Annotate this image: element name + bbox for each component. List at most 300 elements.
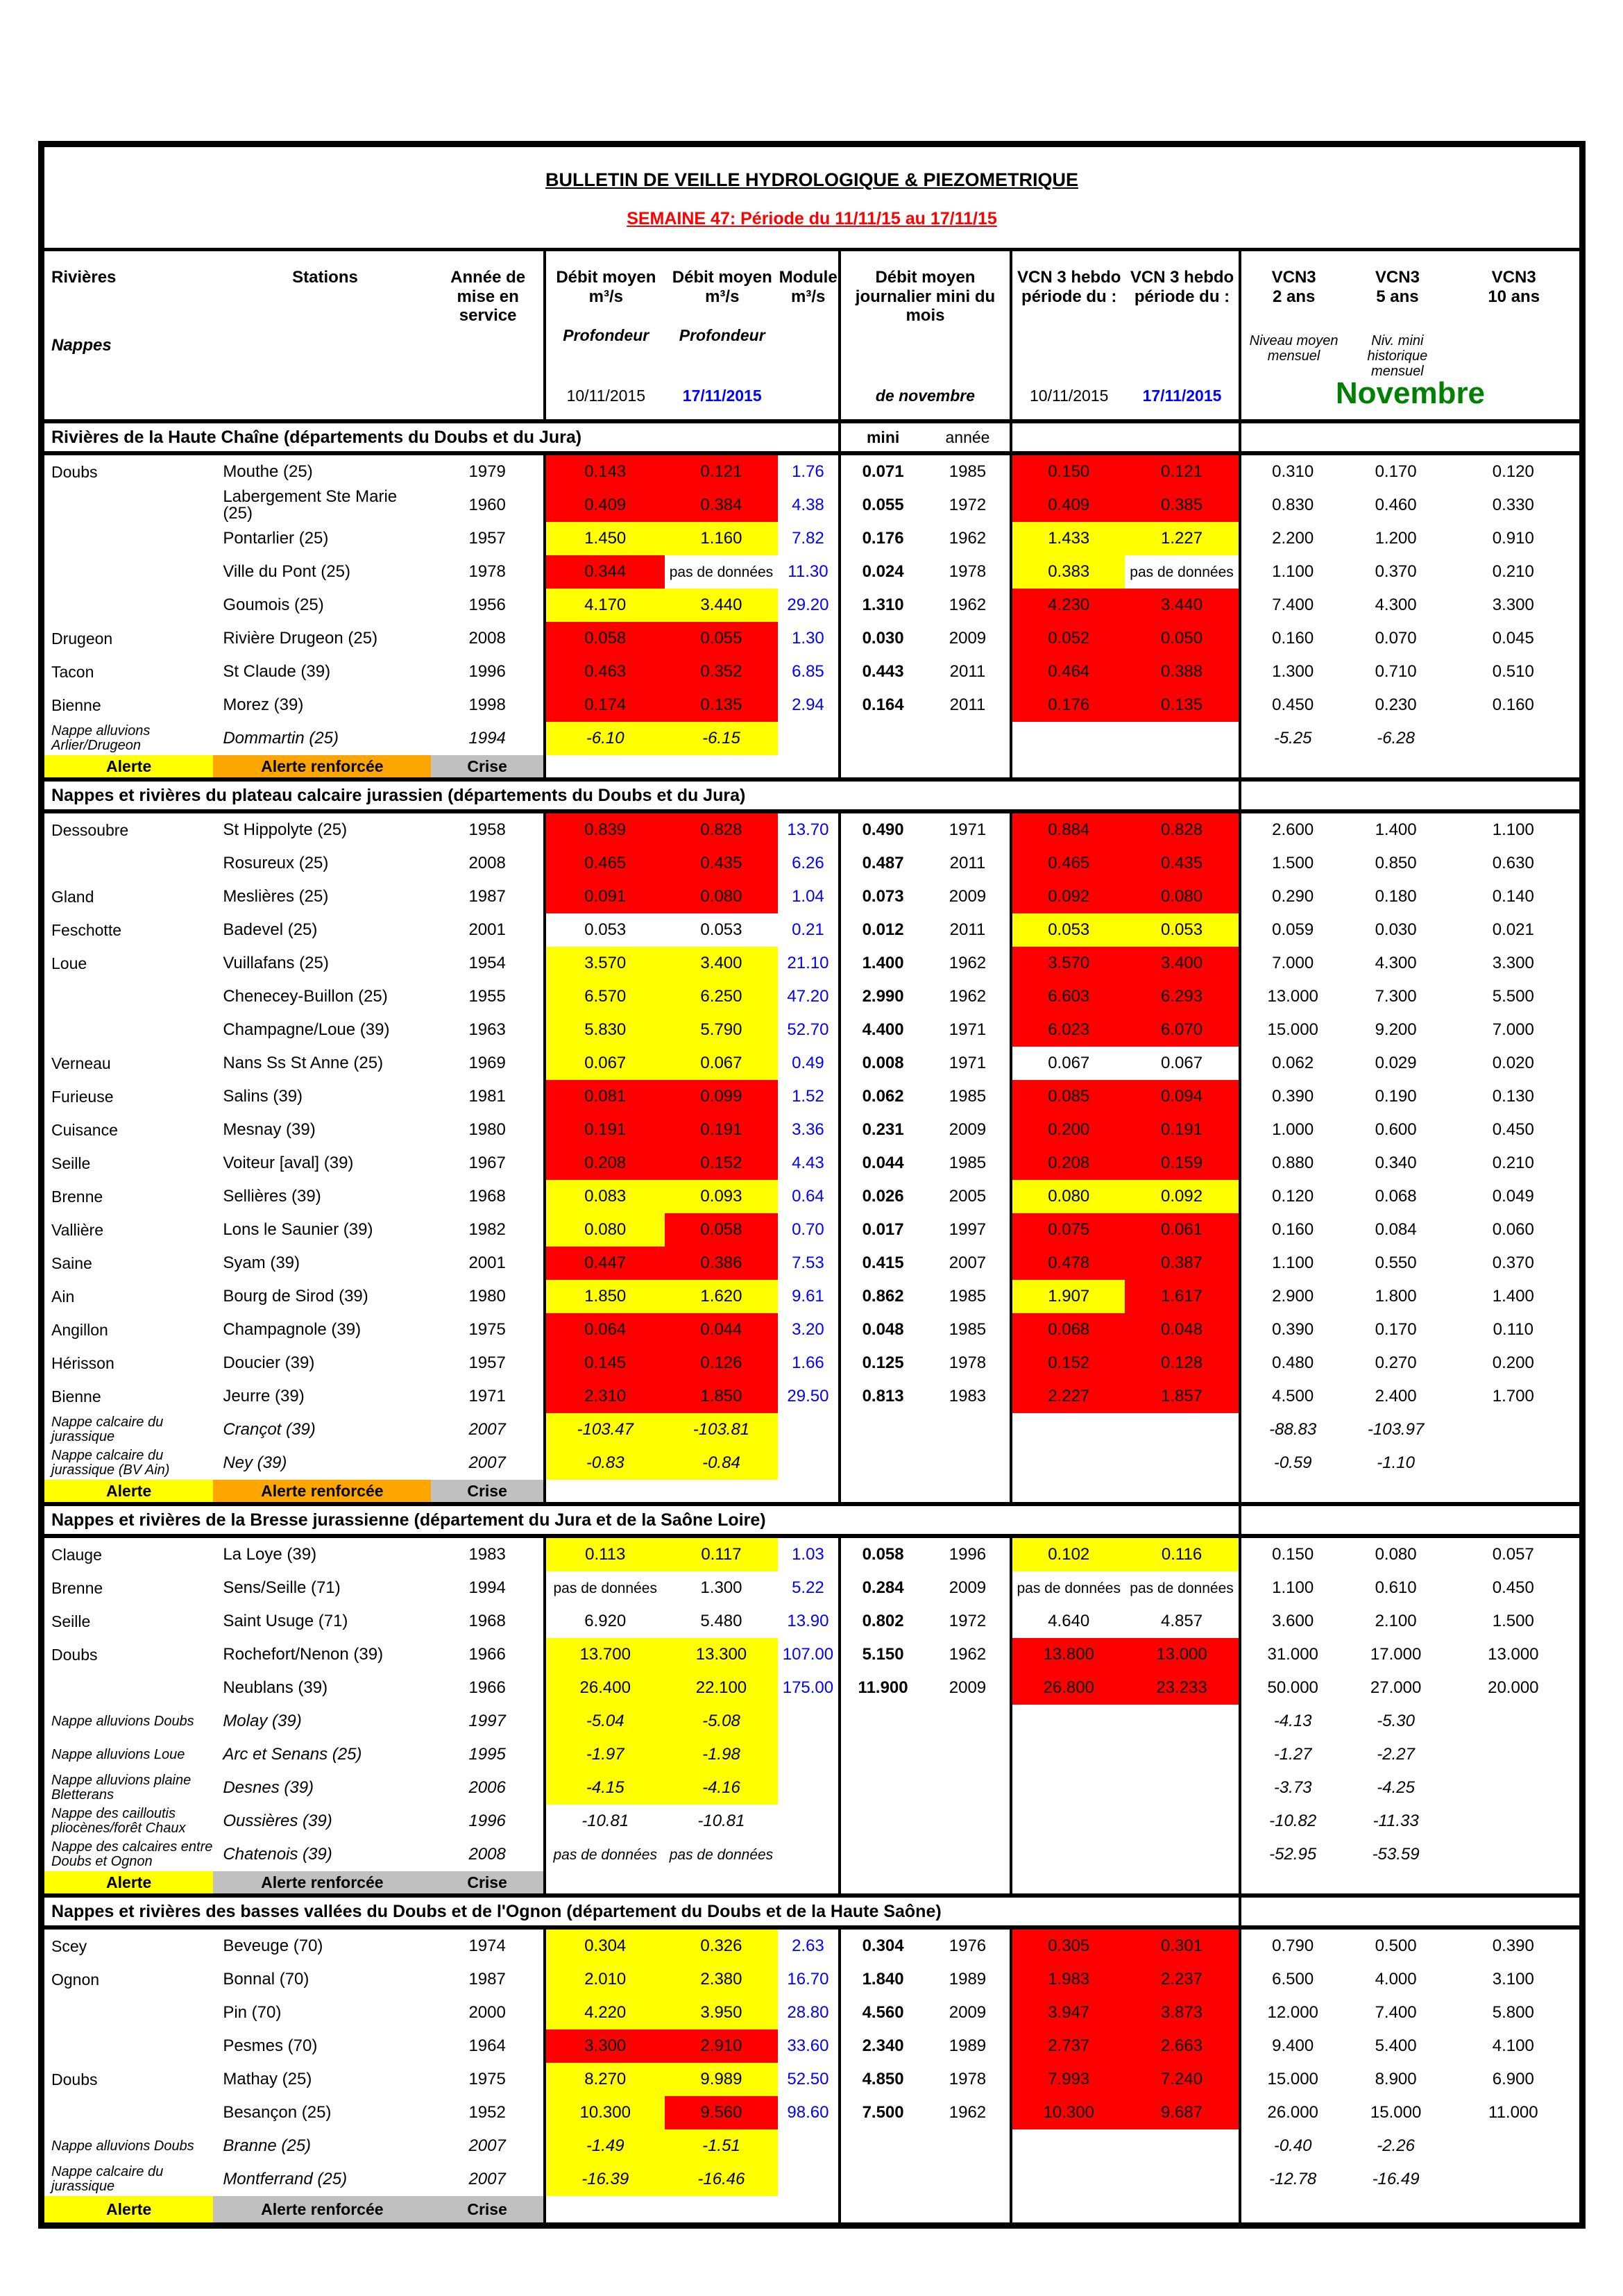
- cell-vcn3-2ans: 1.000: [1239, 1113, 1345, 1147]
- cell-debit-prev: 0.113: [543, 1538, 665, 1571]
- cell-vcn3-10ans: [1447, 2163, 1579, 2196]
- section-title-text: Rivières de la Haute Chaîne (départements du Doubs et du Jura): [51, 427, 582, 447]
- cell-mini-mois: 0.490: [838, 813, 926, 847]
- cell-vcn3-5ans: 4.300: [1375, 596, 1417, 614]
- legend-crise: Crise: [431, 1871, 543, 1893]
- cell-vcn3-10ans: 13.000: [1488, 1645, 1539, 1664]
- cell-vcn3-5ans: 1.800: [1375, 1287, 1417, 1306]
- cell-debit-prev: 1.450: [543, 522, 665, 555]
- cell-vcn-hebdo-curr: 0.121: [1125, 455, 1239, 489]
- cell-vcn3-5ans: 4.300: [1375, 954, 1417, 972]
- vcn-date-prev: 10/11/2015: [1030, 387, 1109, 405]
- cell-debit-prev: -0.83: [543, 1446, 665, 1480]
- cell-station: Beveuge (70): [223, 1936, 323, 1955]
- cell-vcn3-2ans: 4.500: [1239, 1380, 1345, 1413]
- cell-riviere: Vallière: [51, 1220, 103, 1239]
- cell-vcn3-10ans: [1447, 722, 1579, 755]
- cell-vcn-hebdo-curr: [1125, 1805, 1239, 1838]
- cell-vcn3-2ans: 0.120: [1239, 1180, 1345, 1213]
- cell-mini-annee: [926, 2129, 1010, 2163]
- cell-vcn3-5ans: 9.200: [1375, 1020, 1417, 1039]
- cell-debit-prev: 0.091: [543, 880, 665, 913]
- cell-mini-mois: 0.487: [838, 847, 926, 880]
- cell-mini-mois: 1.400: [838, 947, 926, 980]
- cell-vcn3-2ans: -1.27: [1239, 1738, 1345, 1771]
- cell-riviere: [44, 522, 213, 555]
- spacer-cell: [1239, 782, 1579, 809]
- cell-vcn-hebdo-curr: 0.116: [1125, 1538, 1239, 1571]
- cell-module: 2.94: [792, 695, 824, 714]
- cell-debit-prev: 1.850: [543, 1280, 665, 1313]
- cell-vcn3-5ans: 17.000: [1370, 1645, 1422, 1664]
- cell-module: 1.04: [792, 887, 824, 906]
- cell-vcn3-2ans: 0.390: [1239, 1080, 1345, 1113]
- cell-vcn3-2ans: -0.40: [1239, 2129, 1345, 2163]
- cell-mini-mois: [838, 1705, 926, 1738]
- cell-vcn3-10ans: 1.100: [1492, 820, 1534, 839]
- title-block: [44, 147, 1579, 251]
- cell-mini-mois: 1.310: [838, 589, 926, 622]
- cell-mini-mois: 0.802: [838, 1605, 926, 1638]
- cell-vcn3-5ans: -11.33: [1373, 1812, 1419, 1830]
- cell-riviere: Ain: [51, 1287, 75, 1306]
- spacer-cell: [1239, 2196, 1579, 2222]
- cell-debit-curr: -1.51: [665, 2129, 779, 2163]
- cell-vcn-hebdo-curr: [1125, 2163, 1239, 2196]
- legend-renforcee: Alerte renforcée: [213, 2196, 431, 2222]
- cell-mini-mois: 5.150: [838, 1638, 926, 1671]
- cell-vcn3-10ans: [1447, 1413, 1579, 1446]
- cell-annee-service: 2001: [468, 920, 506, 939]
- table-row: [44, 1771, 1579, 1805]
- cell-module: 13.70: [787, 820, 829, 839]
- cell-mini-annee: 2011: [949, 854, 986, 872]
- cell-debit-prev: 0.208: [543, 1147, 665, 1180]
- cell-module: [778, 1413, 838, 1446]
- cell-vcn3-5ans: -4.25: [1377, 1778, 1415, 1797]
- cell-mini-mois: 0.017: [838, 1213, 926, 1247]
- cell-station: Crançot (39): [223, 1420, 316, 1439]
- cell-annee-service: 1964: [468, 2036, 506, 2055]
- cell-debit-prev: 2.010: [543, 1963, 665, 1996]
- cell-mini-annee: 2011: [949, 920, 986, 939]
- cell-vcn-hebdo-prev: 6.023: [1010, 1013, 1125, 1047]
- cell-debit-prev: 6.920: [543, 1605, 665, 1638]
- cell-mini-mois: 7.500: [838, 2096, 926, 2129]
- cell-mini-annee: 2009: [949, 2003, 987, 2022]
- cell-vcn-hebdo-prev: 4.230: [1010, 589, 1125, 622]
- cell-riviere: Saine: [51, 1253, 92, 1272]
- cell-module: 29.20: [787, 596, 829, 614]
- col-header-vcn3-5ans: VCN3 5 ans: [1375, 268, 1420, 306]
- cell-vcn3-10ans: 6.900: [1492, 2070, 1534, 2088]
- cell-module: [778, 722, 838, 755]
- cell-debit-curr: 0.326: [665, 1930, 779, 1963]
- cell-vcn3-5ans: 0.170: [1375, 462, 1417, 481]
- cell-vcn-hebdo-prev: [1010, 1738, 1125, 1771]
- cell-vcn-hebdo-prev: 1.983: [1010, 1963, 1125, 1996]
- cell-vcn-hebdo-prev: [1010, 1771, 1125, 1805]
- cell-vcn3-5ans: 1.200: [1375, 529, 1417, 548]
- cell-module: 3.20: [792, 1320, 824, 1339]
- spacer-cell: [1010, 2196, 1239, 2222]
- cell-vcn-hebdo-prev: 0.150: [1010, 455, 1125, 489]
- table-row: [44, 1838, 1579, 1871]
- cell-debit-curr: -10.81: [665, 1805, 779, 1838]
- cell-riviere: [44, 1671, 213, 1705]
- cell-vcn3-10ans: 0.390: [1492, 1936, 1534, 1955]
- cell-debit-curr: 6.250: [665, 980, 779, 1013]
- table-row: [44, 1996, 1579, 2029]
- cell-annee-service: 1982: [468, 1220, 506, 1239]
- cell-vcn-hebdo-curr: 0.080: [1125, 880, 1239, 913]
- table-row: [44, 1963, 1579, 1996]
- cell-annee-service: 1968: [468, 1612, 506, 1630]
- cell-vcn3-10ans: 0.450: [1492, 1120, 1534, 1139]
- cell-vcn-hebdo-curr: [1125, 1738, 1239, 1771]
- cell-vcn3-10ans: 0.210: [1492, 1154, 1534, 1172]
- cell-debit-prev: 2.310: [543, 1380, 665, 1413]
- cell-station: Lons le Saunier (39): [223, 1220, 373, 1239]
- cell-module: [778, 1705, 838, 1738]
- cell-station: Sellières (39): [223, 1187, 321, 1206]
- cell-annee-service: 1952: [468, 2103, 506, 2122]
- cell-vcn3-5ans: 0.340: [1375, 1154, 1417, 1172]
- annee-subheader: année: [945, 428, 990, 446]
- cell-debit-prev: 0.447: [543, 1247, 665, 1280]
- cell-mini-mois: 2.990: [838, 980, 926, 1013]
- cell-vcn3-10ans: 0.330: [1492, 496, 1534, 514]
- cell-vcn-hebdo-prev: 1.907: [1010, 1280, 1125, 1313]
- cell-vcn3-5ans: -103.97: [1367, 1420, 1425, 1439]
- cell-module: 0.49: [792, 1054, 824, 1072]
- cell-station: Montferrand (25): [223, 2170, 348, 2188]
- cell-mini-annee: 1989: [949, 1970, 987, 1989]
- cell-riviere: Nappe calcaire du jurassique: [51, 2164, 164, 2194]
- cell-station: Ville du Pont (25): [223, 562, 350, 581]
- cell-module: [778, 1805, 838, 1838]
- col-header-mini-mois: Débit moyen journalier mini du mois: [855, 268, 996, 326]
- cell-vcn3-5ans: 0.600: [1375, 1120, 1417, 1139]
- cell-module: 4.43: [792, 1154, 824, 1172]
- cell-vcn3-10ans: 11.000: [1488, 2103, 1538, 2122]
- cell-vcn3-5ans: 0.170: [1375, 1320, 1417, 1339]
- profondeur-label-curr: Profondeur: [679, 326, 765, 344]
- table-row: [44, 555, 1579, 589]
- cell-vcn-hebdo-curr: 13.000: [1125, 1638, 1239, 1671]
- table-row: [44, 1080, 1579, 1113]
- cell-mini-annee: 1962: [949, 954, 987, 972]
- cell-vcn3-2ans: 1.100: [1239, 1571, 1345, 1605]
- cell-mini-annee: 1976: [949, 1936, 987, 1955]
- spacer-cell: [1239, 1898, 1579, 1925]
- cell-debit-prev: -4.15: [543, 1771, 665, 1805]
- spacer-cell: [1239, 1480, 1579, 1502]
- cell-station: St Hippolyte (25): [223, 820, 348, 839]
- col-header-rivieres: Rivières: [51, 268, 117, 287]
- legend-crise: Crise: [431, 1480, 543, 1502]
- week-subtitle: SEMAINE 47: Période du 11/11/15 au 17/11/15: [627, 209, 997, 228]
- cell-vcn-hebdo-prev: 0.208: [1010, 1147, 1125, 1180]
- cell-debit-prev: 0.053: [543, 913, 665, 947]
- cell-vcn-hebdo-curr: 0.828: [1125, 813, 1239, 847]
- spacer-cell: [838, 1871, 1010, 1893]
- cell-riviere: Bienne: [51, 1387, 101, 1406]
- cell-vcn3-5ans: -2.27: [1377, 1745, 1415, 1764]
- cell-module: [778, 1771, 838, 1805]
- table-row: [44, 1446, 1579, 1480]
- cell-vcn-hebdo-curr: 0.191: [1125, 1113, 1239, 1147]
- cell-riviere: Loue: [51, 954, 87, 972]
- cell-mini-mois: 4.400: [838, 1013, 926, 1047]
- cell-vcn3-10ans: 0.210: [1492, 562, 1534, 581]
- table-row: [44, 1930, 1579, 1963]
- cell-mini-mois: [838, 2163, 926, 2196]
- cell-vcn3-10ans: 0.140: [1492, 887, 1534, 906]
- cell-riviere: Drugeon: [51, 629, 113, 648]
- cell-vcn3-10ans: 0.020: [1492, 1054, 1534, 1072]
- cell-vcn-hebdo-prev: 0.305: [1010, 1930, 1125, 1963]
- cell-debit-prev: 0.465: [543, 847, 665, 880]
- legend-alerte: Alerte: [44, 1871, 213, 1893]
- cell-vcn-hebdo-curr: 0.135: [1125, 689, 1239, 722]
- cell-vcn3-5ans: -2.26: [1377, 2136, 1415, 2155]
- cell-module: [778, 2129, 838, 2163]
- cell-vcn3-10ans: 0.450: [1492, 1578, 1534, 1597]
- table-body: [44, 423, 1579, 2222]
- cell-vcn-hebdo-curr: [1125, 2129, 1239, 2163]
- table-row: [44, 880, 1579, 913]
- cell-module: 7.53: [792, 1253, 824, 1272]
- cell-vcn-hebdo-curr: [1125, 1771, 1239, 1805]
- cell-mini-annee: [926, 2163, 1010, 2196]
- cell-vcn3-2ans: 7.400: [1239, 589, 1345, 622]
- spacer-cell: [543, 1480, 838, 1502]
- table-row: [44, 1213, 1579, 1247]
- cell-mini-annee: 1972: [949, 1612, 987, 1630]
- cell-mini-annee: 2011: [949, 695, 986, 714]
- cell-vcn3-2ans: 50.000: [1239, 1671, 1345, 1705]
- legend-row: [44, 2196, 1579, 2222]
- table-row: [44, 1571, 1579, 1605]
- cell-debit-curr: -103.81: [665, 1413, 779, 1446]
- cell-debit-prev: 26.400: [543, 1671, 665, 1705]
- cell-riviere: Gland: [51, 887, 94, 906]
- cell-vcn-hebdo-prev: 1.433: [1010, 522, 1125, 555]
- table-row: [44, 813, 1579, 847]
- cell-vcn-hebdo-curr: 0.092: [1125, 1180, 1239, 1213]
- cell-vcn3-2ans: 3.600: [1239, 1605, 1345, 1638]
- cell-annee-service: 1967: [468, 1154, 506, 1172]
- cell-debit-curr: 0.058: [665, 1213, 779, 1247]
- cell-debit-prev: 0.064: [543, 1313, 665, 1347]
- cell-riviere: Doubs: [51, 462, 98, 481]
- cell-vcn3-2ans: -3.73: [1239, 1771, 1345, 1805]
- cell-debit-curr: 5.480: [665, 1605, 779, 1638]
- cell-vcn-hebdo-prev: 13.800: [1010, 1638, 1125, 1671]
- cell-debit-prev: 0.304: [543, 1930, 665, 1963]
- cell-debit-prev: 3.300: [543, 2029, 665, 2063]
- cell-mini-mois: 2.340: [838, 2029, 926, 2063]
- cell-module: 0.70: [792, 1220, 824, 1239]
- table-row: [44, 1538, 1579, 1571]
- cell-debit-prev: -6.10: [543, 722, 665, 755]
- cell-debit-curr: 0.152: [665, 1147, 779, 1180]
- cell-mini-annee: 1978: [949, 1353, 987, 1372]
- cell-vcn-hebdo-curr: 23.233: [1125, 1671, 1239, 1705]
- cell-station: Rosureux (25): [223, 854, 329, 872]
- cell-vcn-hebdo-prev: 0.102: [1010, 1538, 1125, 1571]
- cell-station: Besançon (25): [223, 2103, 332, 2122]
- cell-vcn-hebdo-curr: 2.237: [1125, 1963, 1239, 1996]
- cell-module: 1.03: [792, 1545, 824, 1564]
- cell-vcn-hebdo-prev: [1010, 1446, 1125, 1480]
- cell-vcn3-10ans: [1447, 1738, 1579, 1771]
- cell-annee-service: 2007: [468, 1453, 506, 1472]
- cell-riviere: Cuisance: [51, 1120, 118, 1139]
- cell-debit-prev: 0.143: [543, 455, 665, 489]
- cell-debit-prev: -10.81: [543, 1805, 665, 1838]
- cell-vcn-hebdo-curr: 0.053: [1125, 913, 1239, 947]
- cell-annee-service: 1968: [468, 1187, 506, 1206]
- cell-debit-curr: 0.126: [665, 1347, 779, 1380]
- table-row: [44, 1113, 1579, 1147]
- cell-vcn3-2ans: 6.500: [1239, 1963, 1345, 1996]
- header-group-identity: [44, 251, 543, 419]
- cell-vcn-hebdo-prev: 0.152: [1010, 1347, 1125, 1380]
- cell-vcn-hebdo-prev: 6.603: [1010, 980, 1125, 1013]
- cell-debit-prev: 0.067: [543, 1047, 665, 1080]
- cell-annee-service: 1957: [468, 529, 506, 548]
- cell-mini-annee: [926, 1838, 1010, 1871]
- cell-mini-annee: 1985: [949, 1320, 987, 1339]
- cell-debit-curr: 1.300: [665, 1571, 779, 1605]
- legend-renforcee: Alerte renforcée: [213, 1480, 431, 1502]
- table-row: [44, 622, 1579, 655]
- section-title-row: [44, 782, 1579, 813]
- cell-mini-mois: 0.176: [838, 522, 926, 555]
- cell-vcn3-5ans: 2.400: [1375, 1387, 1417, 1406]
- cell-module: [778, 1446, 838, 1480]
- cell-module: 11.30: [788, 562, 829, 581]
- cell-vcn-hebdo-prev: 0.464: [1010, 655, 1125, 689]
- cell-debit-curr: -16.46: [665, 2163, 779, 2196]
- cell-vcn-hebdo-curr: 0.387: [1125, 1247, 1239, 1280]
- cell-riviere: Brenne: [51, 1187, 103, 1206]
- cell-mini-annee: 1971: [949, 820, 987, 839]
- cell-vcn3-5ans: 0.230: [1375, 695, 1417, 714]
- cell-vcn-hebdo-prev: [1010, 2129, 1125, 2163]
- cell-vcn3-2ans: 15.000: [1239, 1013, 1345, 1047]
- section-2: [44, 782, 1579, 1506]
- cell-annee-service: 1980: [468, 1120, 506, 1139]
- cell-riviere: Seille: [51, 1612, 91, 1630]
- cell-vcn3-5ans: -6.28: [1377, 729, 1415, 748]
- table-row: [44, 2129, 1579, 2163]
- cell-vcn3-5ans: 0.084: [1375, 1220, 1417, 1239]
- cell-debit-curr: 0.386: [665, 1247, 779, 1280]
- cell-mini-annee: [926, 1805, 1010, 1838]
- cell-vcn3-2ans: 0.160: [1239, 622, 1345, 655]
- cell-vcn-hebdo-prev: 0.085: [1010, 1080, 1125, 1113]
- cell-vcn3-10ans: 0.160: [1492, 695, 1534, 714]
- cell-debit-prev: 3.570: [543, 947, 665, 980]
- cell-station: Molay (39): [223, 1712, 302, 1730]
- cell-mini-mois: 0.012: [838, 913, 926, 947]
- cell-vcn3-10ans: 0.045: [1492, 629, 1534, 648]
- cell-vcn-hebdo-prev: 3.570: [1010, 947, 1125, 980]
- cell-vcn-hebdo-curr: 7.240: [1125, 2063, 1239, 2096]
- cell-vcn-hebdo-curr: 4.857: [1125, 1605, 1239, 1638]
- cell-mini-mois: 0.443: [838, 655, 926, 689]
- cell-vcn-hebdo-curr: pas de données: [1125, 1571, 1239, 1605]
- cell-vcn3-10ans: 0.060: [1492, 1220, 1534, 1239]
- cell-mini-annee: 1989: [949, 2036, 987, 2055]
- header-group-debits: [543, 251, 838, 419]
- cell-riviere: Hérisson: [51, 1353, 114, 1372]
- cell-debit-curr: 3.400: [665, 947, 779, 980]
- cell-station: Doucier (39): [223, 1353, 315, 1372]
- cell-annee-service: 1987: [468, 887, 506, 906]
- cell-vcn3-2ans: -4.13: [1239, 1705, 1345, 1738]
- cell-riviere: [44, 489, 213, 522]
- cell-vcn3-5ans: 7.300: [1375, 987, 1417, 1006]
- cell-vcn3-5ans: 0.500: [1375, 1936, 1417, 1955]
- debit-date-curr: 17/11/2015: [682, 387, 762, 405]
- cell-vcn3-5ans: 0.080: [1375, 1545, 1417, 1564]
- cell-riviere: Nappe calcaire du jurassique: [51, 1415, 164, 1444]
- cell-vcn3-5ans: 0.070: [1375, 629, 1417, 648]
- cell-module: 1.66: [792, 1353, 824, 1372]
- section-title-row: [44, 423, 1579, 455]
- cell-vcn3-10ans: 5.500: [1492, 987, 1534, 1006]
- cell-vcn-hebdo-curr: [1125, 1838, 1239, 1871]
- cell-debit-prev: pas de données: [543, 1571, 665, 1605]
- table-row: [44, 980, 1579, 1013]
- cell-vcn3-5ans: 0.710: [1375, 662, 1417, 681]
- cell-debit-prev: 0.083: [543, 1180, 665, 1213]
- cell-station: Bonnal (70): [223, 1970, 309, 1989]
- spacer-cell: [1239, 1871, 1579, 1893]
- cell-debit-curr: -4.16: [665, 1771, 779, 1805]
- cell-vcn3-10ans: 3.100: [1492, 1970, 1534, 1989]
- cell-vcn3-2ans: 0.150: [1239, 1538, 1345, 1571]
- cell-riviere: Nappe alluvions Doubs: [51, 1713, 194, 1729]
- page-title: BULLETIN DE VEILLE HYDROLOGIQUE & PIEZOMETRIQUE: [545, 169, 1079, 190]
- cell-mini-annee: 1985: [949, 1287, 987, 1306]
- section-title-text: Nappes et rivières de la Bresse jurassienne (département du Jura et de la Saône Loire): [51, 1510, 766, 1530]
- cell-debit-prev: -1.97: [543, 1738, 665, 1771]
- cell-debit-curr: 9.560: [665, 2096, 779, 2129]
- cell-riviere: [44, 847, 213, 880]
- cell-vcn-hebdo-curr: 0.385: [1125, 489, 1239, 522]
- cell-vcn3-5ans: -16.49: [1372, 2170, 1420, 2188]
- spacer-cell: [1010, 1871, 1239, 1893]
- cell-vcn-hebdo-curr: 0.388: [1125, 655, 1239, 689]
- cell-riviere: Nappe des calcaires entre Doubs et Ognon: [51, 1839, 213, 1869]
- cell-mini-mois: 0.862: [838, 1280, 926, 1313]
- cell-riviere: Brenne: [51, 1578, 103, 1597]
- cell-debit-curr: 0.099: [665, 1080, 779, 1113]
- cell-riviere: Bienne: [51, 695, 101, 714]
- legend-row: [44, 755, 1579, 782]
- cell-vcn-hebdo-prev: 0.092: [1010, 880, 1125, 913]
- cell-riviere: Angillon: [51, 1320, 108, 1339]
- cell-vcn-hebdo-prev: [1010, 2163, 1125, 2196]
- cell-vcn3-10ans: 1.400: [1492, 1287, 1534, 1306]
- cell-riviere: Tacon: [51, 662, 94, 681]
- niveau-moyen-label: Niveau moyen mensuel: [1249, 333, 1339, 364]
